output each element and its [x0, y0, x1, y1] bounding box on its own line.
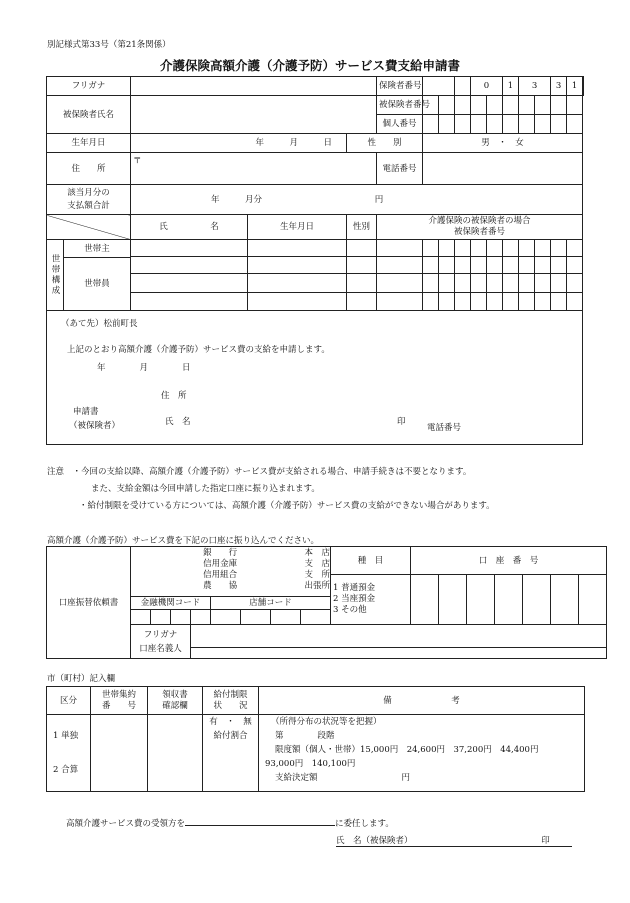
applicant-sub-label: （被保険者）: [69, 421, 121, 431]
applicant-tel-label: 電話番号: [427, 423, 462, 433]
declaration-text: 上記のとおり高額介護（介護予防）サービス費の支給を申請します。: [67, 345, 330, 355]
remarks-cell: [259, 715, 585, 792]
branch-code-label: 店舗コード: [211, 597, 331, 610]
insurer-digit: 1: [503, 77, 519, 96]
type-head-office: 本 店: [304, 548, 330, 558]
applicant-name-label: 氏 名: [165, 417, 191, 427]
type-shinkin: 信用金庫: [203, 559, 238, 569]
remark-limits-cont: 93,000円 140,100円: [265, 759, 356, 769]
delegate-text: 高額介護サービス費の受領方を に委任します。: [66, 815, 394, 829]
type-nokyo: 農 協: [203, 581, 238, 591]
insured-no-label: 被保険者番号: [377, 96, 423, 115]
delegate-name-label: 氏 名（被保険者）: [336, 836, 413, 846]
yen-unit: 円: [374, 194, 384, 205]
applicant-table: [46, 76, 584, 445]
kubun-combined: 2 合算: [53, 765, 79, 775]
insurer-no-label: 保険者番号: [377, 77, 423, 96]
type-bank: 銀 行: [203, 548, 238, 558]
insured-name-field[interactable]: [131, 96, 377, 134]
declaration-date: 年 月 日: [97, 363, 191, 373]
tel-label: 電話番号: [377, 153, 423, 185]
account-no-head: 口 座 番 号: [411, 547, 607, 575]
col-name: 氏 名: [131, 215, 248, 240]
household-block: [47, 240, 131, 311]
city-section-title: 市（町村）記入欄: [47, 674, 116, 684]
limit-head: 給付制限 状 況: [203, 687, 259, 715]
type-sub-branch: 支 所: [304, 570, 330, 580]
city-table: [46, 686, 585, 792]
limit-cell[interactable]: [203, 715, 259, 792]
kubun-head: 区分: [47, 687, 91, 715]
birth-label: 生年月日: [47, 134, 131, 153]
member-label: 世帯員: [84, 279, 110, 289]
insurer-digit: 3: [551, 77, 567, 96]
addressee: （あて先）松前町長: [61, 319, 138, 329]
applicant-label: 申請書: [73, 407, 99, 417]
insurer-digit: 1: [567, 77, 583, 96]
type-office: 出張所: [304, 581, 330, 591]
setai-head: 世帯集約 番 号: [91, 687, 148, 715]
note-3: ・給付制限を受けている方については、高額介護（介護予防）サービス費の支給ができない場合があります。: [79, 501, 495, 511]
bank-table: [46, 546, 607, 659]
bank-type-block: [131, 547, 331, 597]
kubun-cell[interactable]: [47, 715, 91, 792]
bank-form-label: 口座振替依頼書: [47, 547, 131, 659]
kubun-single: 1 単独: [53, 731, 79, 741]
postal-mark[interactable]: 〒: [131, 153, 377, 185]
tel-field[interactable]: [423, 153, 583, 185]
remark-limits: 限度額（個人・世帯）15,000円 24,600円 37,200円 44,400円: [275, 745, 539, 755]
col-sex: 性別: [347, 215, 377, 240]
insurer-digit: [455, 77, 471, 96]
type-kumiai: 信用組合: [203, 570, 238, 580]
furigana-field[interactable]: [131, 77, 377, 96]
remark-stage: 第 段階: [275, 731, 335, 741]
address-label: 住 所: [47, 153, 131, 185]
insurer-digit: [583, 77, 584, 96]
receipt-head: 領収書 確認欄: [148, 687, 203, 715]
form-reference: 別記様式第33号（第21条関係）: [47, 40, 171, 50]
note-1: 注意 ・今回の支給以降、高額介護（介護予防）サービス費が支給される場合、申請手続きは不要となります。: [47, 467, 472, 477]
insurer-digit: 0: [471, 77, 503, 96]
col-birth: 生年月日: [248, 215, 347, 240]
deposit-kinds[interactable]: 1 普通預金 2 当座預金 3 その他: [331, 575, 411, 625]
col-insured-no: 介護保険の被保険者の場合 被保険者番号: [377, 215, 583, 240]
bank-intro: 高額介護（介護予防）サービス費を下記の口座に振り込んでください。: [47, 536, 320, 546]
type-branch: 支 店: [304, 559, 330, 569]
delegate-signature: [336, 834, 572, 847]
birth-field[interactable]: 年 月 日: [131, 134, 347, 153]
remarks-head: 備 考: [259, 687, 585, 715]
personal-no-label: 個人番号: [377, 115, 423, 134]
type-head: 種 目: [331, 547, 411, 575]
inst-code-label: 金融機関コード: [131, 597, 211, 610]
seal-mark: 印: [397, 417, 406, 427]
applicant-address-label: 住 所: [161, 391, 187, 401]
declaration-box: [47, 311, 583, 445]
note-2: また、支給金額は今回申請した指定口座に振り込まれます。: [91, 484, 320, 494]
limit-options: 有 ・ 無: [209, 717, 252, 727]
remark-income: （所得分布の状況等を把握）: [271, 717, 382, 727]
insurer-digit: [423, 77, 455, 96]
sex-options[interactable]: 男 ・ 女: [423, 134, 583, 153]
furigana-label: フリガナ: [47, 77, 131, 96]
insurer-digit: 3: [519, 77, 551, 96]
holder-field[interactable]: [191, 625, 607, 659]
month-total-label: 該当月分の 支払額合計: [47, 185, 131, 215]
month-total-field[interactable]: [131, 185, 583, 215]
remark-decision: 支給決定額 円: [275, 773, 411, 783]
holder-label: フリガナ 口座名義人: [131, 625, 191, 659]
head-label: 世帯主: [64, 240, 130, 258]
delegate-seal: 印: [541, 836, 550, 846]
limit-rate: 給付割合: [213, 731, 248, 741]
household-label: 世帯構成: [50, 254, 60, 296]
month-format: 年 月分: [211, 194, 263, 205]
sex-label: 性 別: [347, 134, 423, 153]
form-title: 介護保険高額介護（介護予防）サービス費支給申請書: [160, 58, 461, 73]
insured-name-label: 被保険者氏名: [47, 96, 131, 134]
